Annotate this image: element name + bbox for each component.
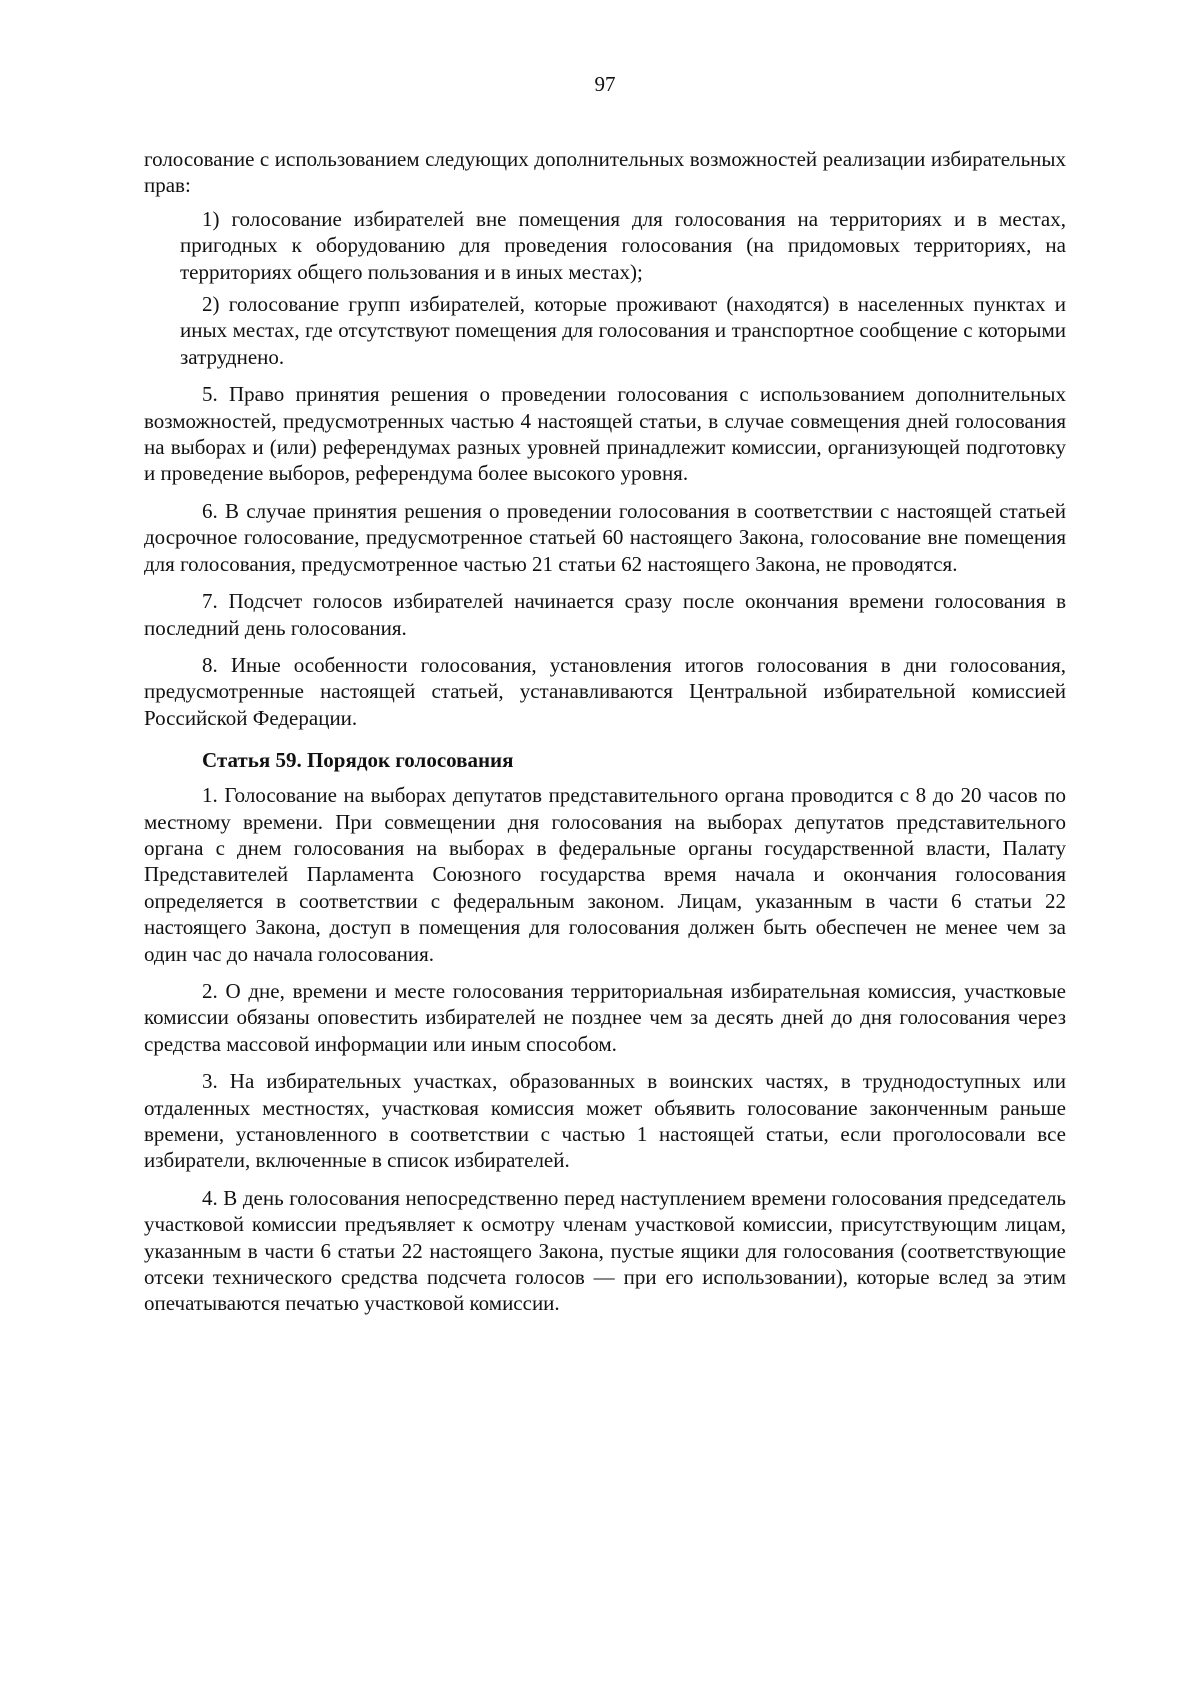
- page-number: 97: [594, 72, 616, 96]
- page-content: [144, 146, 1066, 1328]
- paragraph: 1. Голосование на выборах депутатов представительного органа проводится с 8 до 20 часов по местному времени. При совмещении дня голосования на выборах депутатов представительного органа с днем голосования на выборах в федеральные органы государственной власти, Палату Представителей Парламента Союзного государства время начала и окончания голосования определяется в соответствии с федеральным законом. Лицам, указанным в части 6 статьи 22 настоящего Закона, доступ в помещения для голосования должен быть обеспечен не менее чем за один час до начала голосования.: [144, 783, 1066, 966]
- paragraph: 6. В случае принятия решения о проведении голосования в соответствии с настоящей статьей досрочное голосование, предусмотренное статьей 60 настоящего Закона, голосование вне помещения для голосования, предусмотренное частью 21 статьи 62 настоящего Закона, не проводятся.: [144, 498, 1066, 576]
- paragraph: 7. Подсчет голосов избирателей начинается сразу после окончания времени голосования в последний день голосования.: [144, 589, 1066, 640]
- list-item: 1) голосование избирателей вне помещения для голосования на территориях и в местах, пригодных к оборудованию для проведения голосования (на придомовых территориях, на территориях общего пользования и в иных местах);: [180, 206, 1066, 284]
- paragraph: 8. Иные особенности голосования, установления итогов голосования в дни голосования, предусмотренные настоящей статьей, устанавливаются Центральной избирательной комиссией Российской Федерации.: [144, 652, 1066, 730]
- lead-paragraph: голосование с использованием следующих дополнительных возможностей реализации избирательных прав:: [144, 147, 1066, 198]
- list-item: 2) голосование групп избирателей, которые проживают (находятся) в населенных пунктах и иных местах, где отсутствуют помещения для голосования и транспортное сообщение с которыми затруднено.: [180, 292, 1066, 369]
- paragraph: 2. О дне, времени и месте голосования территориальная избирательная комиссия, участковые комиссии обязаны оповестить избирателей не позднее чем за десять дней до дня голосования через средства массовой информации или иным способом.: [144, 978, 1066, 1056]
- document-page: [144, 0, 1066, 1697]
- article-heading: Статья 59. Порядок голосования: [202, 748, 514, 773]
- paragraph: 4. В день голосования непосредственно перед наступлением времени голосования председатель участковой комиссии предъявляет к осмотру членам участковой комиссии, присутствующим лицам, указанным в части 6 статьи 22 настоящего Закона, пустые ящики для голосования (соответствующие отсеки технического средства подсчета голосов — при его использовании), которые вслед за этим опечатываются печатью участковой комиссии.: [144, 1185, 1066, 1316]
- paragraph: 5. Право принятия решения о проведении голосования с использованием дополнительных возможностей, предусмотренных частью 4 настоящей статьи, в случае совмещения дней голосования на выборах и (или) референдумах разных уровней принадлежит комиссии, организующей подготовку и проведение выборов, референдума более высокого уровня.: [144, 382, 1066, 486]
- paragraph: 3. На избирательных участках, образованных в воинских частях, в труднодоступных или отдаленных местностях, участковая комиссия может объявить голосование законченным раньше времени, установленного в соответствии с частью 1 настоящей статьи, если проголосовали все избиратели, включенные в список избирателей.: [144, 1069, 1066, 1173]
